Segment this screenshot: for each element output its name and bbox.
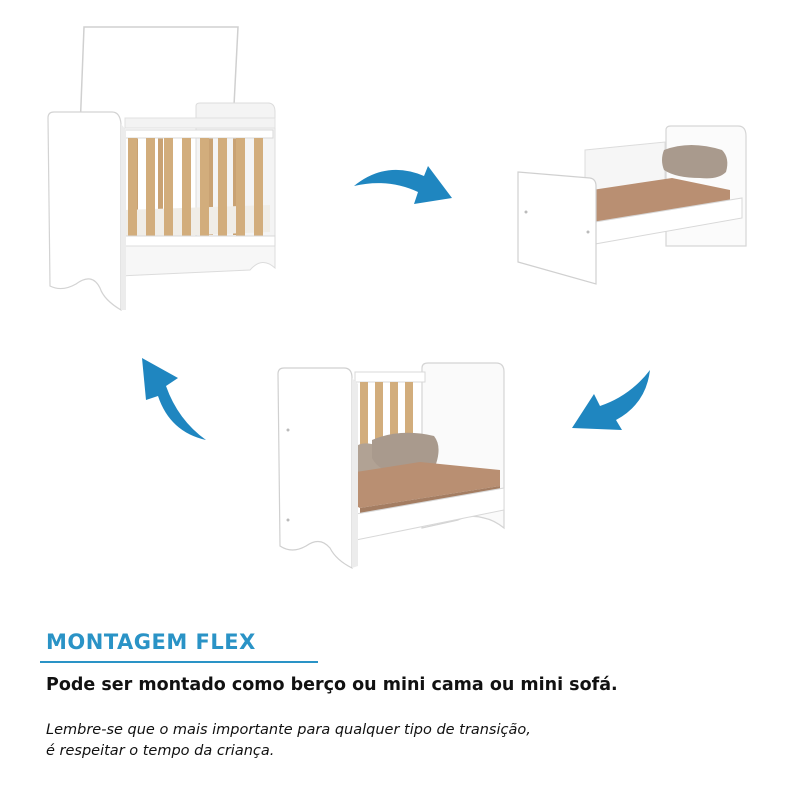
note-line-2: é respeitar o tempo da criança.: [46, 743, 275, 759]
arrow-right-icon: [354, 166, 452, 204]
subtitle-text: Pode ser montado como berço ou mini cama ou mini sofá.: [46, 675, 618, 695]
crib-illustration: [48, 27, 275, 310]
note-text: [46, 720, 531, 762]
note-line-1: Lembre-se que o mais importante para qualquer tipo de transição,: [46, 722, 531, 738]
arrow-up-icon: [142, 358, 206, 440]
arrow-down-left-icon: [572, 370, 650, 430]
heading-underline: [40, 661, 318, 663]
mini-sofa-illustration: [278, 363, 504, 568]
section-heading: MONTAGEM FLEX: [46, 630, 256, 654]
mini-bed-illustration: [518, 126, 746, 284]
